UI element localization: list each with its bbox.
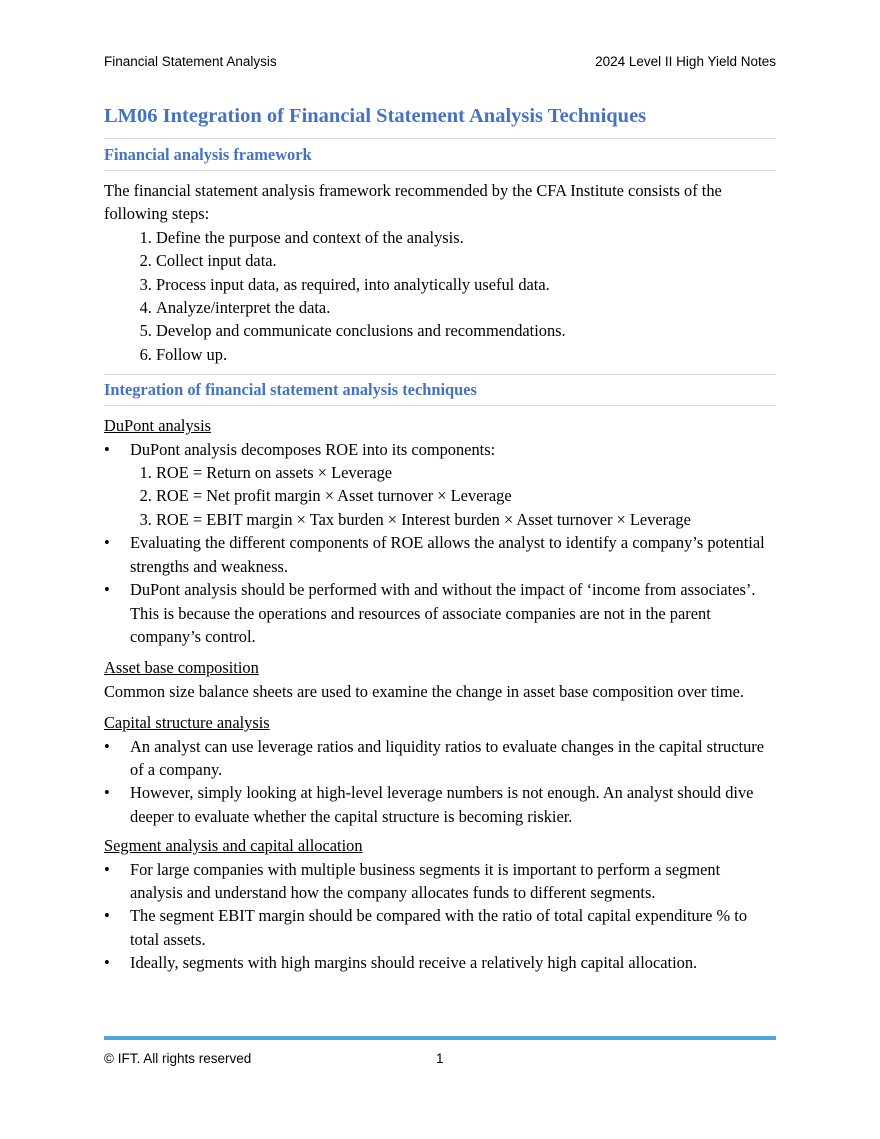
- bullet-icon: •: [104, 953, 110, 973]
- section-heading-framework: Financial analysis framework: [104, 140, 776, 171]
- document-body: [104, 102, 776, 975]
- segment-bullet: The segment EBIT margin should be compared with the ratio of total capital expenditure % to total assets.: [130, 906, 748, 949]
- dupont-bullets: [104, 438, 776, 649]
- framework-step: 6. Follow up.: [156, 343, 776, 366]
- segment-bullet: For large companies with multiple business segments it is important to perform a segment analysis and understand how the company allocates funds to different segments.: [130, 859, 721, 902]
- document-title: LM06 Integration of Financial Statement Analysis Techniques: [104, 102, 776, 139]
- subheading-segment: Segment analysis and capital allocation: [104, 836, 363, 856]
- list-item: [104, 578, 776, 648]
- bullet-icon: •: [104, 439, 110, 459]
- list-item: [104, 438, 776, 532]
- dupont-bullet-3: DuPont analysis should be performed with and without the impact of ‘income from associates’. This is because the operations and resources of associate companies are not in the parent company’s control.: [130, 580, 756, 646]
- list-item: [104, 858, 776, 905]
- bullet-icon: •: [104, 533, 110, 553]
- subheading-capital-structure: Capital structure analysis: [104, 713, 270, 733]
- page-number: 1: [436, 1051, 444, 1066]
- running-header: [104, 53, 776, 71]
- header-right: 2024 Level II High Yield Notes: [595, 54, 776, 69]
- framework-intro: The financial statement analysis framework recommended by the CFA Institute consists of the following steps:: [104, 181, 722, 224]
- dupont-bullet-2: Evaluating the different components of ROE allows the analyst to identify a company’s potential strengths and weakness.: [130, 533, 765, 576]
- subheading-dupont: DuPont analysis: [104, 416, 211, 436]
- list-item: [104, 904, 776, 951]
- running-footer: [104, 1050, 776, 1068]
- segment-bullet: Ideally, segments with high margins should receive a relatively high capital allocation.: [130, 953, 698, 973]
- segment-bullets: [104, 858, 776, 975]
- bullet-icon: •: [104, 783, 110, 803]
- subheading-asset-base: Asset base composition: [104, 658, 259, 678]
- dupont-formulas-list: [130, 461, 776, 531]
- dupont-formula: 3. ROE = EBIT margin × Tax burden × Interest burden × Asset turnover × Leverage: [156, 508, 776, 531]
- bullet-icon: •: [104, 736, 110, 756]
- footer-copyright: © IFT. All rights reserved: [104, 1051, 252, 1066]
- header-left: Financial Statement Analysis: [104, 54, 277, 69]
- bullet-icon: •: [104, 859, 110, 879]
- list-item: [104, 951, 776, 974]
- dupont-formula: 2. ROE = Net profit margin × Asset turnover × Leverage: [156, 484, 776, 507]
- asset-base-text: Common size balance sheets are used to examine the change in asset base composition over time.: [104, 681, 744, 701]
- framework-step: 2. Collect input data.: [156, 249, 776, 272]
- list-item: [104, 735, 776, 782]
- document-page: [104, 0, 776, 1139]
- capital-structure-bullet: However, simply looking at high-level leverage numbers is not enough. An analyst should dive deeper to evaluate whether the capital structure is becoming riskier.: [130, 783, 754, 826]
- framework-step: 4. Analyze/interpret the data.: [156, 296, 776, 319]
- list-item: [104, 781, 776, 828]
- bullet-icon: •: [104, 906, 110, 926]
- bullet-icon: •: [104, 580, 110, 600]
- capital-structure-bullets: [104, 735, 776, 829]
- footer-rule: [104, 1036, 776, 1040]
- framework-step: 3. Process input data, as required, into analytically useful data.: [156, 273, 776, 296]
- framework-steps-list: [104, 226, 776, 366]
- framework-step: 1. Define the purpose and context of the analysis.: [156, 226, 776, 249]
- list-item: [104, 531, 776, 578]
- dupont-bullet-1: DuPont analysis decomposes ROE into its components:: [130, 439, 496, 459]
- framework-step: 5. Develop and communicate conclusions and recommendations.: [156, 319, 776, 342]
- capital-structure-bullet: An analyst can use leverage ratios and liquidity ratios to evaluate changes in the capital structure of a company.: [130, 736, 765, 779]
- section-heading-integration: Integration of financial statement analysis techniques: [104, 374, 776, 406]
- dupont-formula: 1. ROE = Return on assets × Leverage: [156, 461, 776, 484]
